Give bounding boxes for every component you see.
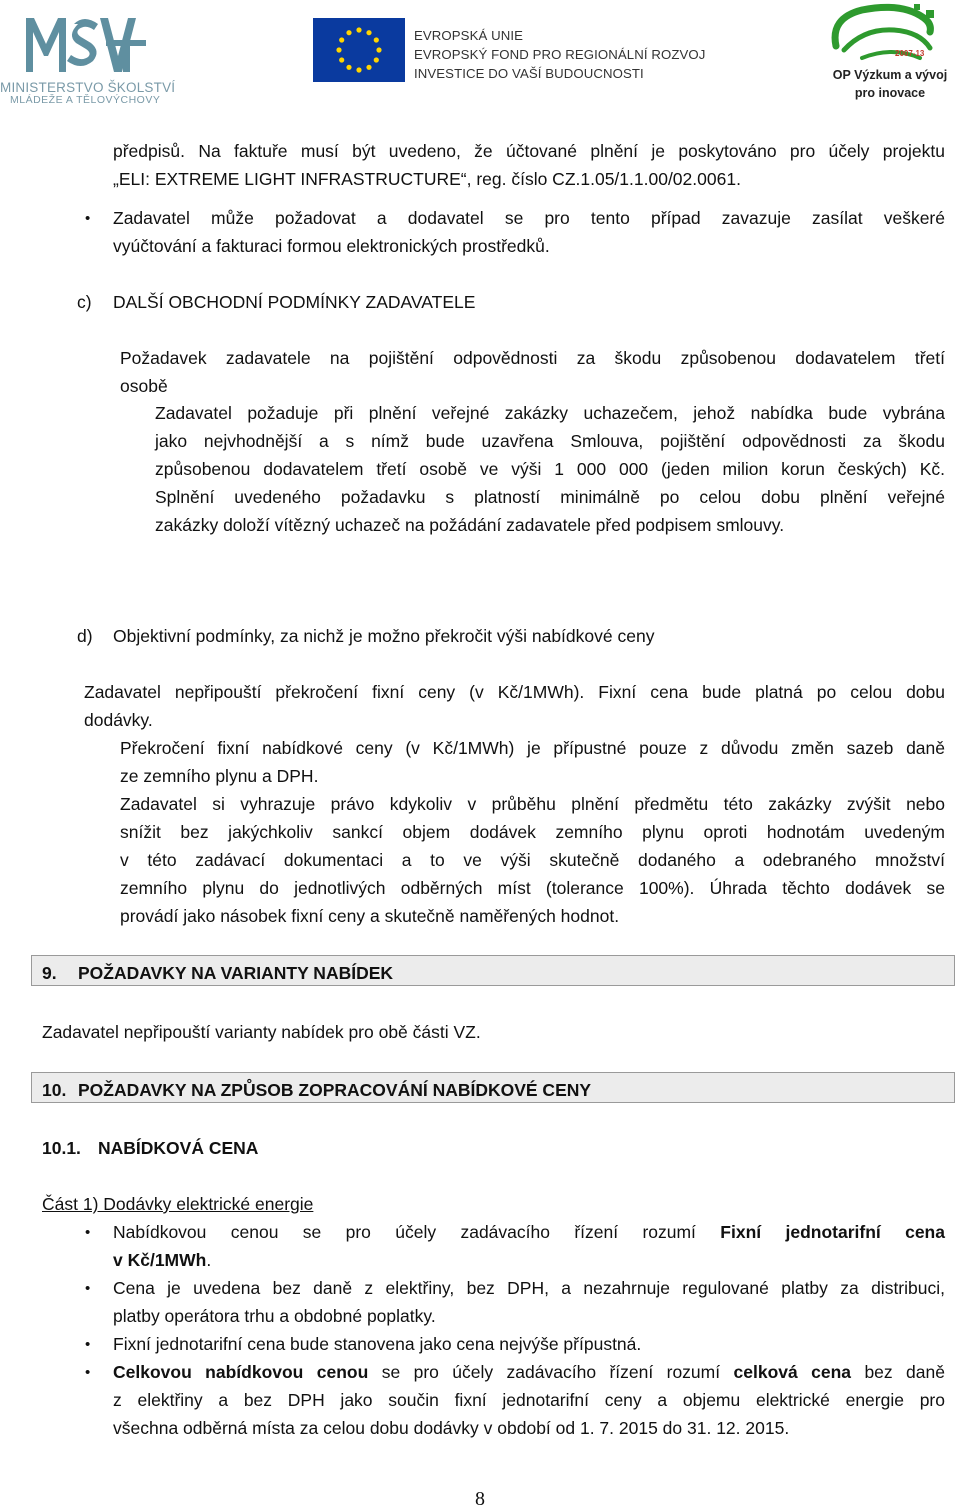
bullet-icon: •: [85, 1336, 91, 1353]
text-run: .: [206, 1250, 212, 1270]
section-10-number: 10.: [42, 1080, 67, 1100]
paragraph-line: Zadavatel nepřipouští překročení fixní ceny (v Kč/1MWh). Fixní cena bude platná po celou dobu: [84, 682, 945, 702]
bold-run: Celkovou nabídkovou cenou: [113, 1362, 369, 1382]
bullet-line: [113, 1222, 945, 1242]
subsection-number: 10.1.: [42, 1138, 81, 1158]
paragraph-line: předpisů. Na faktuře musí být uvedeno, že účtované plnění je poskytováno pro účely projektu: [113, 141, 945, 161]
section-10-title: POŽADAVKY NA ZPŮSOB ZOPRACOVÁNÍ NABÍDKOVÉ CENY: [78, 1080, 592, 1100]
paragraph-line: „ELI: EXTREME LIGHT INFRASTRUCTURE“, reg. číslo CZ.1.05/1.1.00/02.0061.: [113, 169, 741, 189]
bullet-line: Fixní jednotarifní cena bude stanovena jako cena nejvýše přípustná.: [113, 1334, 642, 1354]
msmt-logo-mark: [22, 10, 147, 78]
bullet-line: platby operátora trhu a obdobné poplatky.: [113, 1306, 436, 1326]
section-d-label: d): [77, 626, 93, 646]
paragraph-line: dodávky.: [84, 710, 153, 730]
op-name-line2: pro inovace: [854, 86, 926, 100]
bullet-line: Zadavatel může požadovat a dodavatel se pro tento případ zavazuje zasílat veškeré: [113, 208, 945, 228]
bullet-icon: •: [85, 1364, 91, 1381]
text-run: se pro účely zadávacího řízení rozumí: [381, 1362, 721, 1382]
bullet-line: [113, 1362, 945, 1382]
eu-line2: EVROPSKÝ FOND PRO REGIONÁLNÍ ROZVOJ: [414, 47, 706, 62]
bullet-icon: •: [85, 1224, 91, 1241]
bold-run: v Kč/1MWh: [113, 1250, 207, 1270]
bold-run: Fixní jednotarifní cena: [720, 1222, 945, 1242]
bullet-line: všechna odběrná místa za celou dobu dodávky v období od 1. 7. 2015 do 31. 12. 2015.: [113, 1418, 790, 1438]
paragraph-line: zakázky doloží vítězný uchazeč na požádání zadavatele před podpisem smlouvy.: [155, 515, 785, 535]
op-years: 2007-13: [895, 49, 925, 58]
bullet-icon: •: [85, 210, 91, 227]
paragraph-line: jako nejvhodnější a s nímž bude uzavřena Smlouva, pojištění odpovědnosti za škodu: [155, 431, 945, 451]
paragraph-line: provádí jako násobek fixní ceny a skutečně naměřených hodnot.: [120, 906, 620, 926]
eu-line3: INVESTICE DO VAŠÍ BUDOUCNOSTI: [414, 66, 644, 81]
text-run: Nabídkovou cenou se pro účely zadávacího řízení rozumí: [113, 1222, 696, 1242]
section-c-title: DALŠÍ OBCHODNÍ PODMÍNKY ZADAVATELE: [113, 292, 476, 312]
bullet-icon: •: [85, 1280, 91, 1297]
op-name-line1: OP Výzkum a vývoj: [832, 68, 948, 82]
bullet-line: Cena je uvedena bez daně z elektřiny, bez DPH, a nezahrnuje regulované platby za distribuci,: [113, 1278, 945, 1298]
page-header: [0, 0, 960, 110]
text-run: bez daně: [864, 1362, 945, 1382]
paragraph-line: způsobenou dodavatelem třetí osobě ve výši 1 000 000 (jeden milion korun českých) Kč.: [155, 459, 945, 479]
paragraph-line: Splnění uvedeného požadavku s platností minimálně po celou dobu plnění veřejné: [155, 487, 945, 507]
paragraph-line: snížit bez jakýchkoliv sankcí objem dodávek zemního plynu oproti hodnotám uvedeným: [120, 822, 945, 842]
paragraph-line: osobě: [120, 376, 168, 396]
bullet-line: vyúčtování a fakturaci formou elektronických prostředků.: [113, 236, 550, 256]
paragraph-line: Požadavek zadavatele na pojištění odpovědnosti za škodu způsobenou dodavatelem třetí: [120, 348, 945, 368]
bullet-line: [113, 1250, 211, 1270]
bold-run: celková cena: [733, 1362, 852, 1382]
eu-flag-icon: [313, 18, 405, 82]
paragraph-line: Zadavatel si vyhrazuje právo kdykoliv v průběhu plnění předmětu této zakázky zvýšit nebo: [120, 794, 945, 814]
paragraph-line: Překročení fixní nabídkové ceny (v Kč/1MWh) je přípustné pouze z důvodu změn sazeb daně: [120, 738, 945, 758]
section-d-title: Objektivní podmínky, za nichž je možno překročit výši nabídkové ceny: [113, 626, 655, 646]
page-number: 8: [475, 1488, 485, 1510]
paragraph-line: Zadavatel požaduje při plnění veřejné zakázky uchazečem, jehož nabídka bude vybrána: [155, 403, 945, 423]
section-9-number: 9.: [42, 963, 57, 983]
eu-line1: EVROPSKÁ UNIE: [414, 28, 524, 43]
paragraph-line: Zadavatel nepřipouští varianty nabídek pro obě části VZ.: [42, 1022, 481, 1042]
paragraph-line: zemního plynu do jednotlivých odběrných míst (tolerance 100%). Úhrada těchto dodávek se: [120, 878, 945, 898]
paragraph-line: ze zemního plynu a DPH.: [120, 766, 319, 786]
eu-text-block: [414, 26, 705, 83]
msmt-name-line1: MINISTERSTVO ŠKOLSTVÍ: [0, 80, 176, 95]
section-9-title: POŽADAVKY NA VARIANTY NABÍDEK: [78, 963, 394, 983]
subsection-title: NABÍDKOVÁ CENA: [98, 1138, 259, 1158]
part-1-heading: Část 1) Dodávky elektrické energie: [42, 1194, 314, 1214]
paragraph-line: v této zadávací dokumentaci a to ve výši skutečně dodaného a odebraného množství: [120, 850, 945, 870]
section-c-label: c): [77, 292, 92, 312]
bullet-line: z elektřiny a bez DPH jako součin fixní jednotarifní ceny a objemu elektrické energie pro: [113, 1390, 945, 1410]
msmt-name-line2: MLÁDEŽE A TĚLOVÝCHOVY: [10, 94, 161, 106]
